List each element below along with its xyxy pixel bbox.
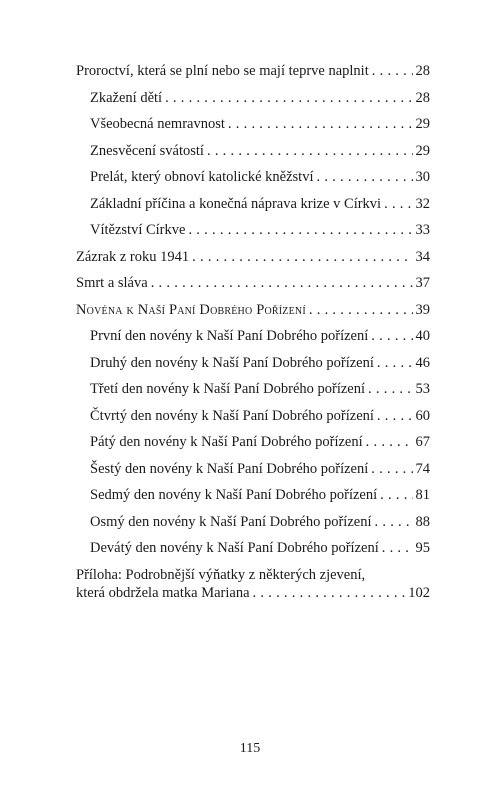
toc-entry-line2 xyxy=(76,584,430,602)
toc-entry-page: 29 xyxy=(415,116,430,132)
toc-leader-dots xyxy=(366,433,413,451)
toc-entry[interactable] xyxy=(76,115,430,133)
toc-entry-page: 60 xyxy=(415,407,430,424)
toc-entry[interactable] xyxy=(76,380,430,398)
toc-entry-page: 28 xyxy=(415,89,430,106)
toc-entry[interactable] xyxy=(76,460,430,478)
toc-leader-dots xyxy=(253,584,406,602)
toc-entry-page: 29 xyxy=(415,142,430,159)
toc-entry-title: Druhý den novény k Naší Paní Dobrého pořízení xyxy=(90,354,374,371)
toc-leader-dots xyxy=(375,513,413,531)
toc-entry[interactable] xyxy=(76,142,430,160)
toc-entry[interactable] xyxy=(76,407,430,425)
toc-entry-page: 102 xyxy=(408,584,430,601)
toc-entry-page: 46 xyxy=(415,354,430,371)
toc-leader-dots xyxy=(165,89,412,107)
toc-entry-page: 95 xyxy=(415,540,430,556)
toc-leader-dots xyxy=(371,327,412,345)
toc-entry-page: 88 xyxy=(415,513,430,530)
toc-leader-dots xyxy=(228,115,413,133)
toc-entry-title: Osmý den novény k Naší Paní Dobrého pořízení xyxy=(90,513,372,530)
toc-entry-page: 32 xyxy=(415,195,430,212)
toc-entry-title: Vítězství Církve xyxy=(90,222,186,238)
toc-entry-title: Sedmý den novény k Naší Paní Dobrého pořízení xyxy=(90,487,378,503)
toc-entry[interactable] xyxy=(76,354,430,372)
toc-entry-page: 81 xyxy=(415,487,430,503)
toc-entry-title: Všeobecná nemravnost xyxy=(90,116,225,132)
toc-entry-title: Základní příčina a konečná náprava krize v Církvi xyxy=(90,195,382,212)
toc-entry[interactable] xyxy=(76,539,430,557)
toc-entry-page: 28 xyxy=(415,63,430,79)
toc-entry-title: Třetí den novény k Naší Paní Dobrého pořízení xyxy=(90,381,366,397)
toc-leader-dots xyxy=(371,460,412,478)
toc-entry[interactable] xyxy=(76,513,430,531)
toc-entry-title-line1: Příloha: Podrobnější výňatky z některých zjevení, xyxy=(76,566,366,583)
toc-entry-page: 53 xyxy=(415,381,430,397)
page-number: 115 xyxy=(239,741,261,756)
toc-entry-title-line2: která obdržela matka Mariana xyxy=(76,584,250,601)
toc-entry-page: 74 xyxy=(415,460,430,477)
toc-entry-title: První den novény k Naší Paní Dobrého pořízení xyxy=(90,328,369,344)
toc-leader-dots xyxy=(377,354,413,372)
toc-leader-dots xyxy=(372,62,413,80)
toc-entry[interactable] xyxy=(76,274,430,292)
toc-entry[interactable] xyxy=(76,433,430,451)
toc-entry-title: Pátý den novény k Naší Paní Dobrého pořízení xyxy=(90,434,363,450)
toc-entry-title: Smrt a sláva xyxy=(76,275,148,291)
toc-leader-dots xyxy=(382,539,413,557)
toc-entry[interactable] xyxy=(76,221,430,239)
toc-entry[interactable] xyxy=(76,89,430,107)
toc-leader-dots xyxy=(192,248,412,266)
toc-entry[interactable] xyxy=(76,327,430,345)
toc-leader-dots xyxy=(188,221,412,239)
toc-entry-title: Šestý den novény k Naší Paní Dobrého pořízení xyxy=(90,460,369,477)
toc-entry-page: 39 xyxy=(415,301,430,318)
toc-leader-dots xyxy=(309,301,413,319)
toc-entry[interactable] xyxy=(76,62,430,80)
table-of-contents xyxy=(76,62,430,610)
toc-entry-title: Čtvrtý den novény k Naší Paní Dobrého pořízení xyxy=(90,407,374,424)
toc-entry-title: Novéna k Naší Paní Dobrého Pořízení xyxy=(76,301,306,318)
toc-leader-dots xyxy=(377,407,413,425)
toc-entry-title: Prelát, který obnoví katolické kněžství xyxy=(90,169,314,185)
toc-entry[interactable] xyxy=(76,195,430,213)
toc-entry-title: Devátý den novény k Naší Paní Dobrého pořízení xyxy=(90,540,379,556)
toc-leader-dots xyxy=(368,380,412,398)
toc-entry-page: 34 xyxy=(415,248,430,265)
toc-leader-dots xyxy=(316,168,412,186)
toc-entry-title: Proroctví, která se plní nebo se mají teprve naplnit xyxy=(76,63,369,79)
toc-leader-dots xyxy=(207,142,413,160)
toc-leader-dots xyxy=(380,486,412,504)
toc-entry-page: 37 xyxy=(415,275,430,291)
toc-entry[interactable] xyxy=(76,248,430,266)
toc-entry-title: Zázrak z roku 1941 xyxy=(76,248,190,265)
toc-leader-dots xyxy=(151,274,413,292)
toc-leader-dots xyxy=(384,195,412,213)
toc-entry-appendix[interactable] xyxy=(76,566,430,602)
toc-entry-title: Znesvěcení svátostí xyxy=(90,142,204,159)
toc-entry-page: 30 xyxy=(415,169,430,185)
toc-entry-title: Zkažení dětí xyxy=(90,89,163,106)
toc-entry[interactable] xyxy=(76,168,430,186)
toc-entry-page: 67 xyxy=(415,434,430,450)
toc-entry[interactable] xyxy=(76,486,430,504)
toc-entry-page: 33 xyxy=(415,222,430,238)
toc-entry-page: 40 xyxy=(415,328,430,344)
toc-entry[interactable] xyxy=(76,301,430,319)
